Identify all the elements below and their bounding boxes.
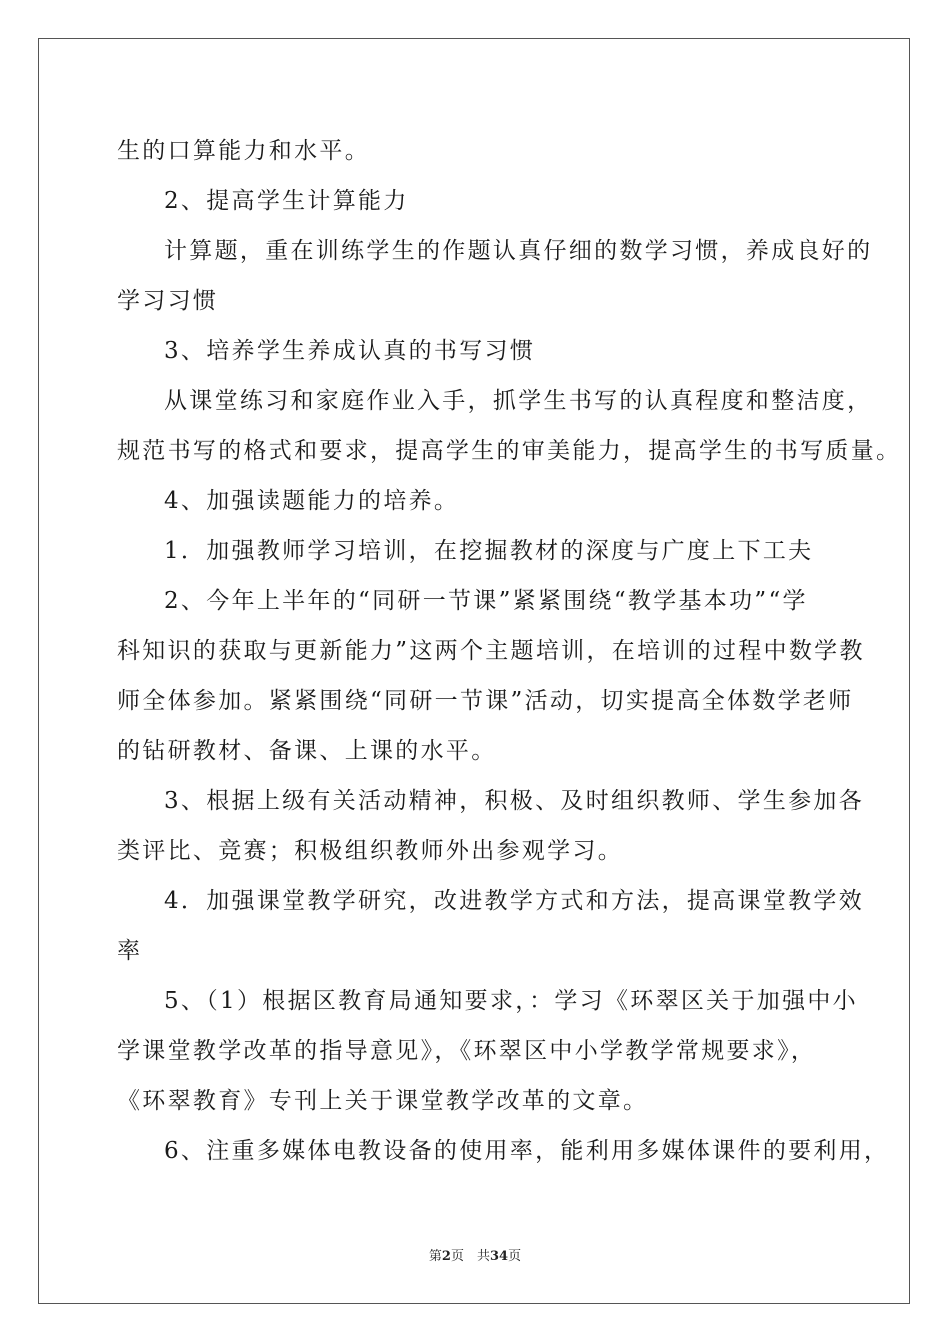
page-footer [0, 1245, 950, 1264]
text-line: 6、注重多媒体电教设备的使用率，能利用多媒体课件的要利用， [164, 1138, 890, 1164]
text-line: 1．加强教师学习培训，在挖掘教材的深度与广度上下工夫 [164, 538, 814, 564]
text-line: 生的口算能力和水平。 [117, 138, 370, 164]
total-page-number: 34 [489, 1249, 509, 1264]
text-line: 计算题，重在训练学生的作题认真仔细的数学习惯，养成良好的 [164, 238, 873, 264]
text-line: 规范书写的格式和要求，提高学生的审美能力，提高学生的书写质量。 [117, 438, 902, 464]
text-line: 从课堂练习和家庭作业入手，抓学生书写的认真程度和整洁度， [164, 388, 873, 414]
page-label-mid: 页 共 [450, 1249, 490, 1264]
text-line: 3、根据上级有关活动精神，积极、及时组织教师、学生参加各 [164, 788, 865, 814]
text-line: 《环翠教育》专刊上关于课堂教学改革的文章。 [117, 1088, 649, 1114]
page-label-prefix: 第 [428, 1249, 442, 1264]
text-line: 的钻研教材、备课、上课的水平。 [117, 738, 497, 764]
text-line: 学课堂教学改革的指导意见》，《环翠区中小学教学常规要求》， [117, 1038, 817, 1064]
text-line: 3、培养学生养成认真的书写习惯 [164, 338, 536, 364]
text-line: 率 [117, 938, 143, 964]
text-line: 师全体参加。紧紧围绕“同研一节课”活动，切实提高全体数学老师 [117, 688, 854, 714]
text-line: 学习习惯 [117, 288, 219, 314]
text-line: 2、提高学生计算能力 [164, 188, 409, 214]
page-label-suffix: 页 [508, 1249, 522, 1264]
text-line: 5、（1）根据区教育局通知要求，：学习《环翠区关于加强中小 [164, 988, 858, 1014]
current-page-number: 2 [441, 1249, 451, 1264]
text-line: 4．加强课堂教学研究，改进教学方式和方法，提高课堂教学效 [164, 888, 865, 914]
text-line: 科知识的获取与更新能力”这两个主题培训，在培训的过程中数学教 [117, 638, 865, 664]
text-line: 2、今年上半年的“同研一节课”紧紧围绕“教学基本功”“学 [164, 588, 808, 614]
text-line: 4、加强读题能力的培养。 [164, 488, 460, 514]
text-line: 类评比、竞赛；积极组织教师外出参观学习。 [117, 838, 623, 864]
